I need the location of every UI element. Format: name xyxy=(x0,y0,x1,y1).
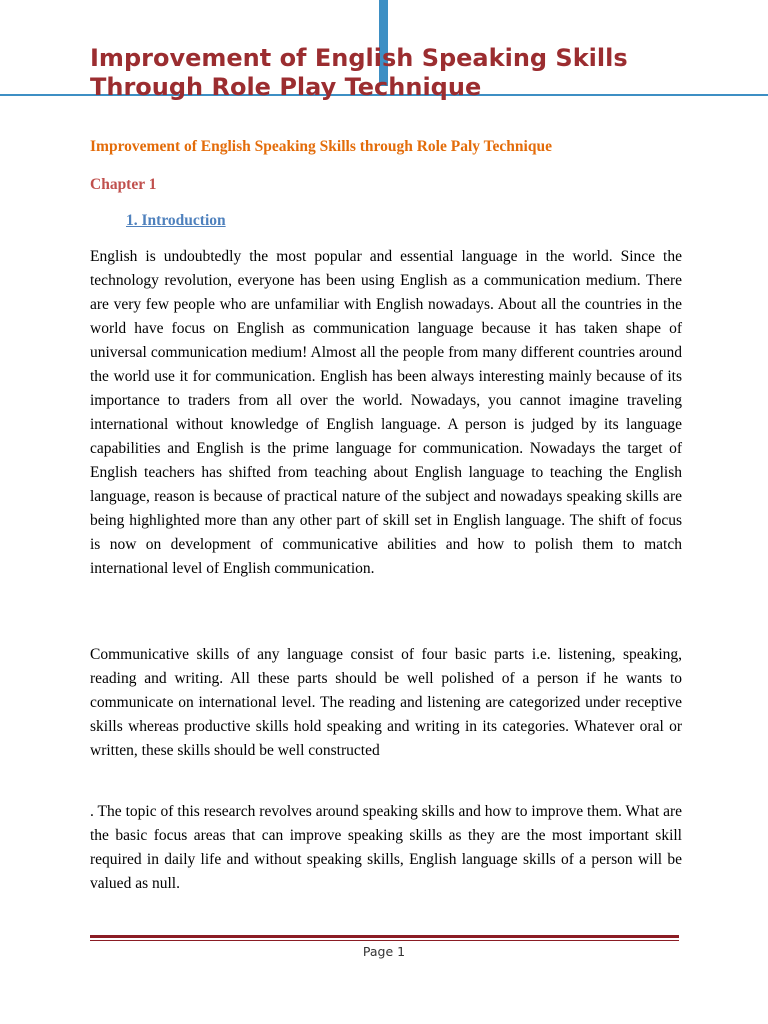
chapter-label: Chapter 1 xyxy=(90,176,157,193)
page-number: Page 1 xyxy=(362,944,406,959)
body-paragraph: . The topic of this research revolves around speaking skills and how to improve them. What are the basic focus areas that can improve speaking skills as they are the most important skill required in daily life and without speaking skills, English language skills of a person will be valued as null. xyxy=(90,803,682,892)
section-heading: 1. Introduction xyxy=(126,212,226,229)
footer-rule-thin xyxy=(90,940,679,941)
body-paragraph: Communicative skills of any language consist of four basic parts i.e. listening, speaking, reading and writing. All these parts should be well polished of a person if he wants to communicate on international level. The reading and listening are categorized under receptive skills whereas productive skills hold speaking and writing in its categories. Whatever oral or written, these skills should be well constructed xyxy=(90,646,682,759)
document-title: Improvement of English Speaking Skills Through Role Play Technique xyxy=(90,44,628,101)
body-paragraph: English is undoubtedly the most popular and essential language in the world. Since the technology revolution, everyone has been using English as a communication medium. There are very few people who are unfamiliar with English nowadays. About all the countries in the world have focus on English as communication language because it has taken shape of universal communication medium! Almost all the people from many different countries around the world use it for communication. English has been always interesting mainly because of its importance to traders from all over the world. Nowadays, you cannot imagine traveling international without knowledge of English language. A person is judged by its language capabilities and English is the prime language for communication. Nowadays the target of English teachers has shifted from teaching about English language to teaching the English language, reason is because of practical nature of the subject and nowadays speaking skills are being highlighted more than any other part of skill set in English language. The shift of focus is now on development of communicative abilities and how to polish them to match international level of English communication. xyxy=(90,248,682,577)
document-subtitle: Improvement of English Speaking Skills through Role Paly Technique xyxy=(90,138,552,155)
footer-rule xyxy=(90,935,679,938)
